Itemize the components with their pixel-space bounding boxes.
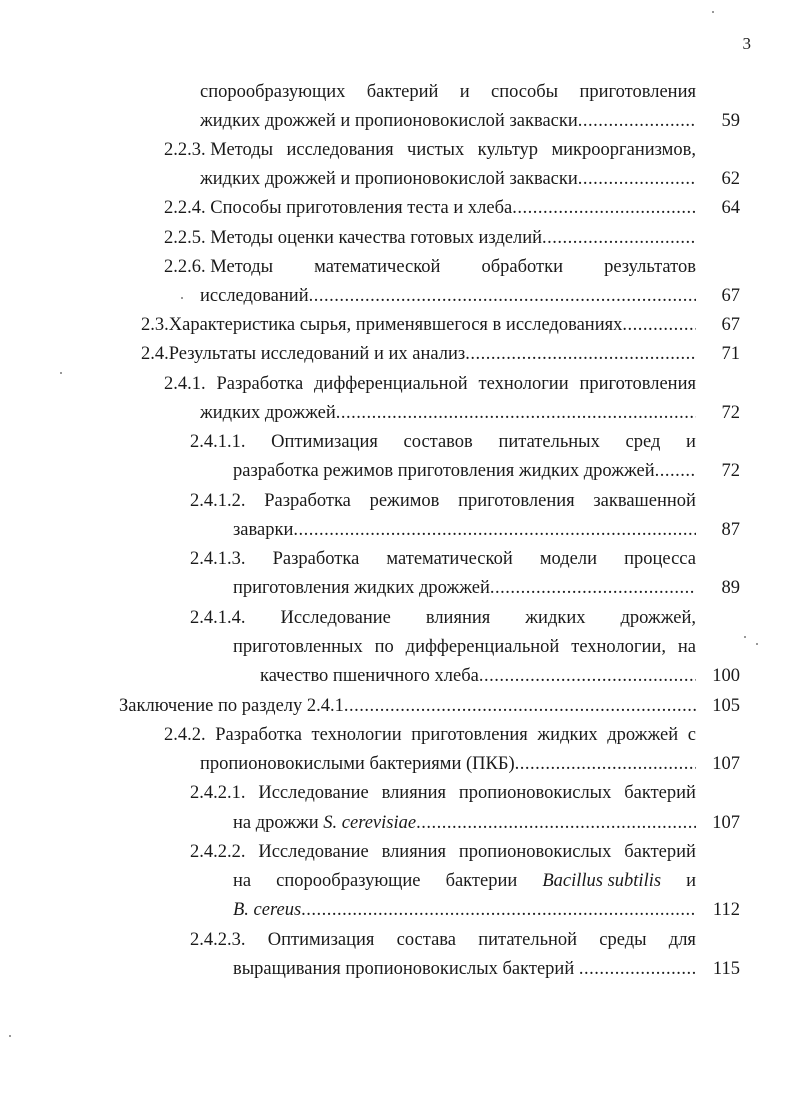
toc-page-number: 112 bbox=[712, 900, 740, 920]
toc-entry-2-4-1: 2.4.1. Разработка дифференциальной технологии приготовления bbox=[164, 374, 696, 394]
scan-speck bbox=[181, 297, 183, 299]
toc-entry-2-2-5: 2.2.5. Методы оценки качества готовых изделий ..... bbox=[164, 224, 696, 253]
toc-entry-line: на спорообразующие бактерии Bacillus subtilis и bbox=[233, 867, 696, 896]
toc-page-number: 62 bbox=[721, 169, 740, 189]
toc-entry-line: жидких дрожжей и пропионовокислой закваски ..... bbox=[200, 107, 696, 136]
toc-entry-line: исследований ..... bbox=[200, 282, 696, 311]
toc-entry-line: разработка режимов приготовления жидких дрожжей ..... bbox=[233, 457, 696, 486]
species-name: B. cereus bbox=[233, 900, 302, 920]
toc-page-number: 71 bbox=[721, 344, 740, 364]
toc-entry-line: жидких дрожжей ..... bbox=[200, 399, 696, 428]
scan-speck bbox=[60, 372, 62, 374]
toc-page-number: 105 bbox=[712, 696, 740, 716]
toc-entry-2-2-4: 2.2.4. Способы приготовления теста и хлеба ..... bbox=[164, 194, 696, 223]
toc-entry-2-4-1-2: 2.4.1.2. Разработка режимов приготовления заквашенной bbox=[190, 491, 696, 511]
toc-page-number: 89 bbox=[721, 578, 740, 598]
species-name: S. cerevisiae bbox=[323, 813, 417, 833]
toc-entry-conclusion: Заключение по разделу 2.4.1 ..... bbox=[119, 692, 696, 721]
toc-entry-2-2-3: 2.2.3. Методы исследования чистых культур микроорганизмов, bbox=[164, 140, 696, 160]
toc-page-number: 115 bbox=[712, 959, 740, 979]
toc-entry-2-4: 2.4.Результаты исследований и их анализ ..... bbox=[141, 340, 696, 369]
toc-entry-2-4-2-2: 2.4.2.2. Исследование влияния пропионовокислых бактерий bbox=[190, 842, 696, 862]
toc-page-number: 107 bbox=[712, 754, 740, 774]
toc-entry-line: на дрожжи S. cerevisiae ..... bbox=[233, 809, 696, 838]
toc-page-number: 64 bbox=[721, 198, 740, 218]
toc-entry-line: заварки ..... bbox=[233, 516, 696, 545]
toc-entry-2-4-1-3: 2.4.1.3. Разработка математической модели процесса bbox=[190, 549, 696, 569]
scan-speck bbox=[756, 643, 758, 645]
toc-entry-line: выращивания пропионовокислых бактерий ..... bbox=[233, 955, 696, 984]
toc-page-number: 72 bbox=[721, 461, 740, 481]
toc-page-number: 87 bbox=[721, 520, 740, 540]
scan-speck bbox=[712, 11, 714, 13]
toc-page-number: 72 bbox=[721, 403, 740, 423]
toc-page-number: 107 bbox=[712, 813, 740, 833]
toc-entry-2-2-6: 2.2.6. Методы математической обработки результатов bbox=[164, 257, 696, 277]
toc-page-number: 59 bbox=[721, 111, 740, 131]
toc-entry-line bbox=[233, 896, 696, 925]
toc-entry-2-4-1-4: 2.4.1.4. Исследование влияния жидких дрожжей, bbox=[190, 608, 696, 628]
toc-entry-line: пропионовокислыми бактериями (ПКБ) ..... bbox=[200, 750, 696, 779]
scan-speck bbox=[9, 1035, 11, 1037]
species-name: Bacillus subtilis bbox=[542, 871, 662, 891]
toc-entry-line: приготовления жидких дрожжей ..... bbox=[233, 574, 696, 603]
toc-entry-2-4-2-1: 2.4.2.1. Исследование влияния пропионовокислых бактерий bbox=[190, 783, 696, 803]
toc-entry-line: качество пшеничного хлеба ..... bbox=[260, 662, 696, 691]
toc-entry-line: жидких дрожжей и пропионовокислой закваски ..... bbox=[200, 165, 696, 194]
toc-entry-2-3: 2.3.Характеристика сырья, применявшегося в исследованиях ..... bbox=[141, 311, 696, 340]
scan-speck bbox=[744, 636, 746, 638]
toc-page-number: 67 bbox=[721, 315, 740, 335]
toc-entry-line: приготовленных по дифференциальной технологии, на bbox=[233, 637, 696, 657]
toc-entry-2-4-1-1: 2.4.1.1. Оптимизация составов питательных сред и bbox=[190, 432, 696, 452]
toc-entry-2-4-2: 2.4.2. Разработка технологии приготовления жидких дрожжей с bbox=[164, 725, 696, 745]
toc-entry-2-4-2-3: 2.4.2.3. Оптимизация состава питательной среды для bbox=[190, 930, 696, 950]
page-number: 3 bbox=[742, 34, 751, 53]
toc-entry-continuation-line: спорообразующих бактерий и способы приготовления bbox=[200, 82, 696, 102]
toc-page-number: 100 bbox=[712, 666, 740, 686]
toc-page-number: 67 bbox=[721, 286, 740, 306]
